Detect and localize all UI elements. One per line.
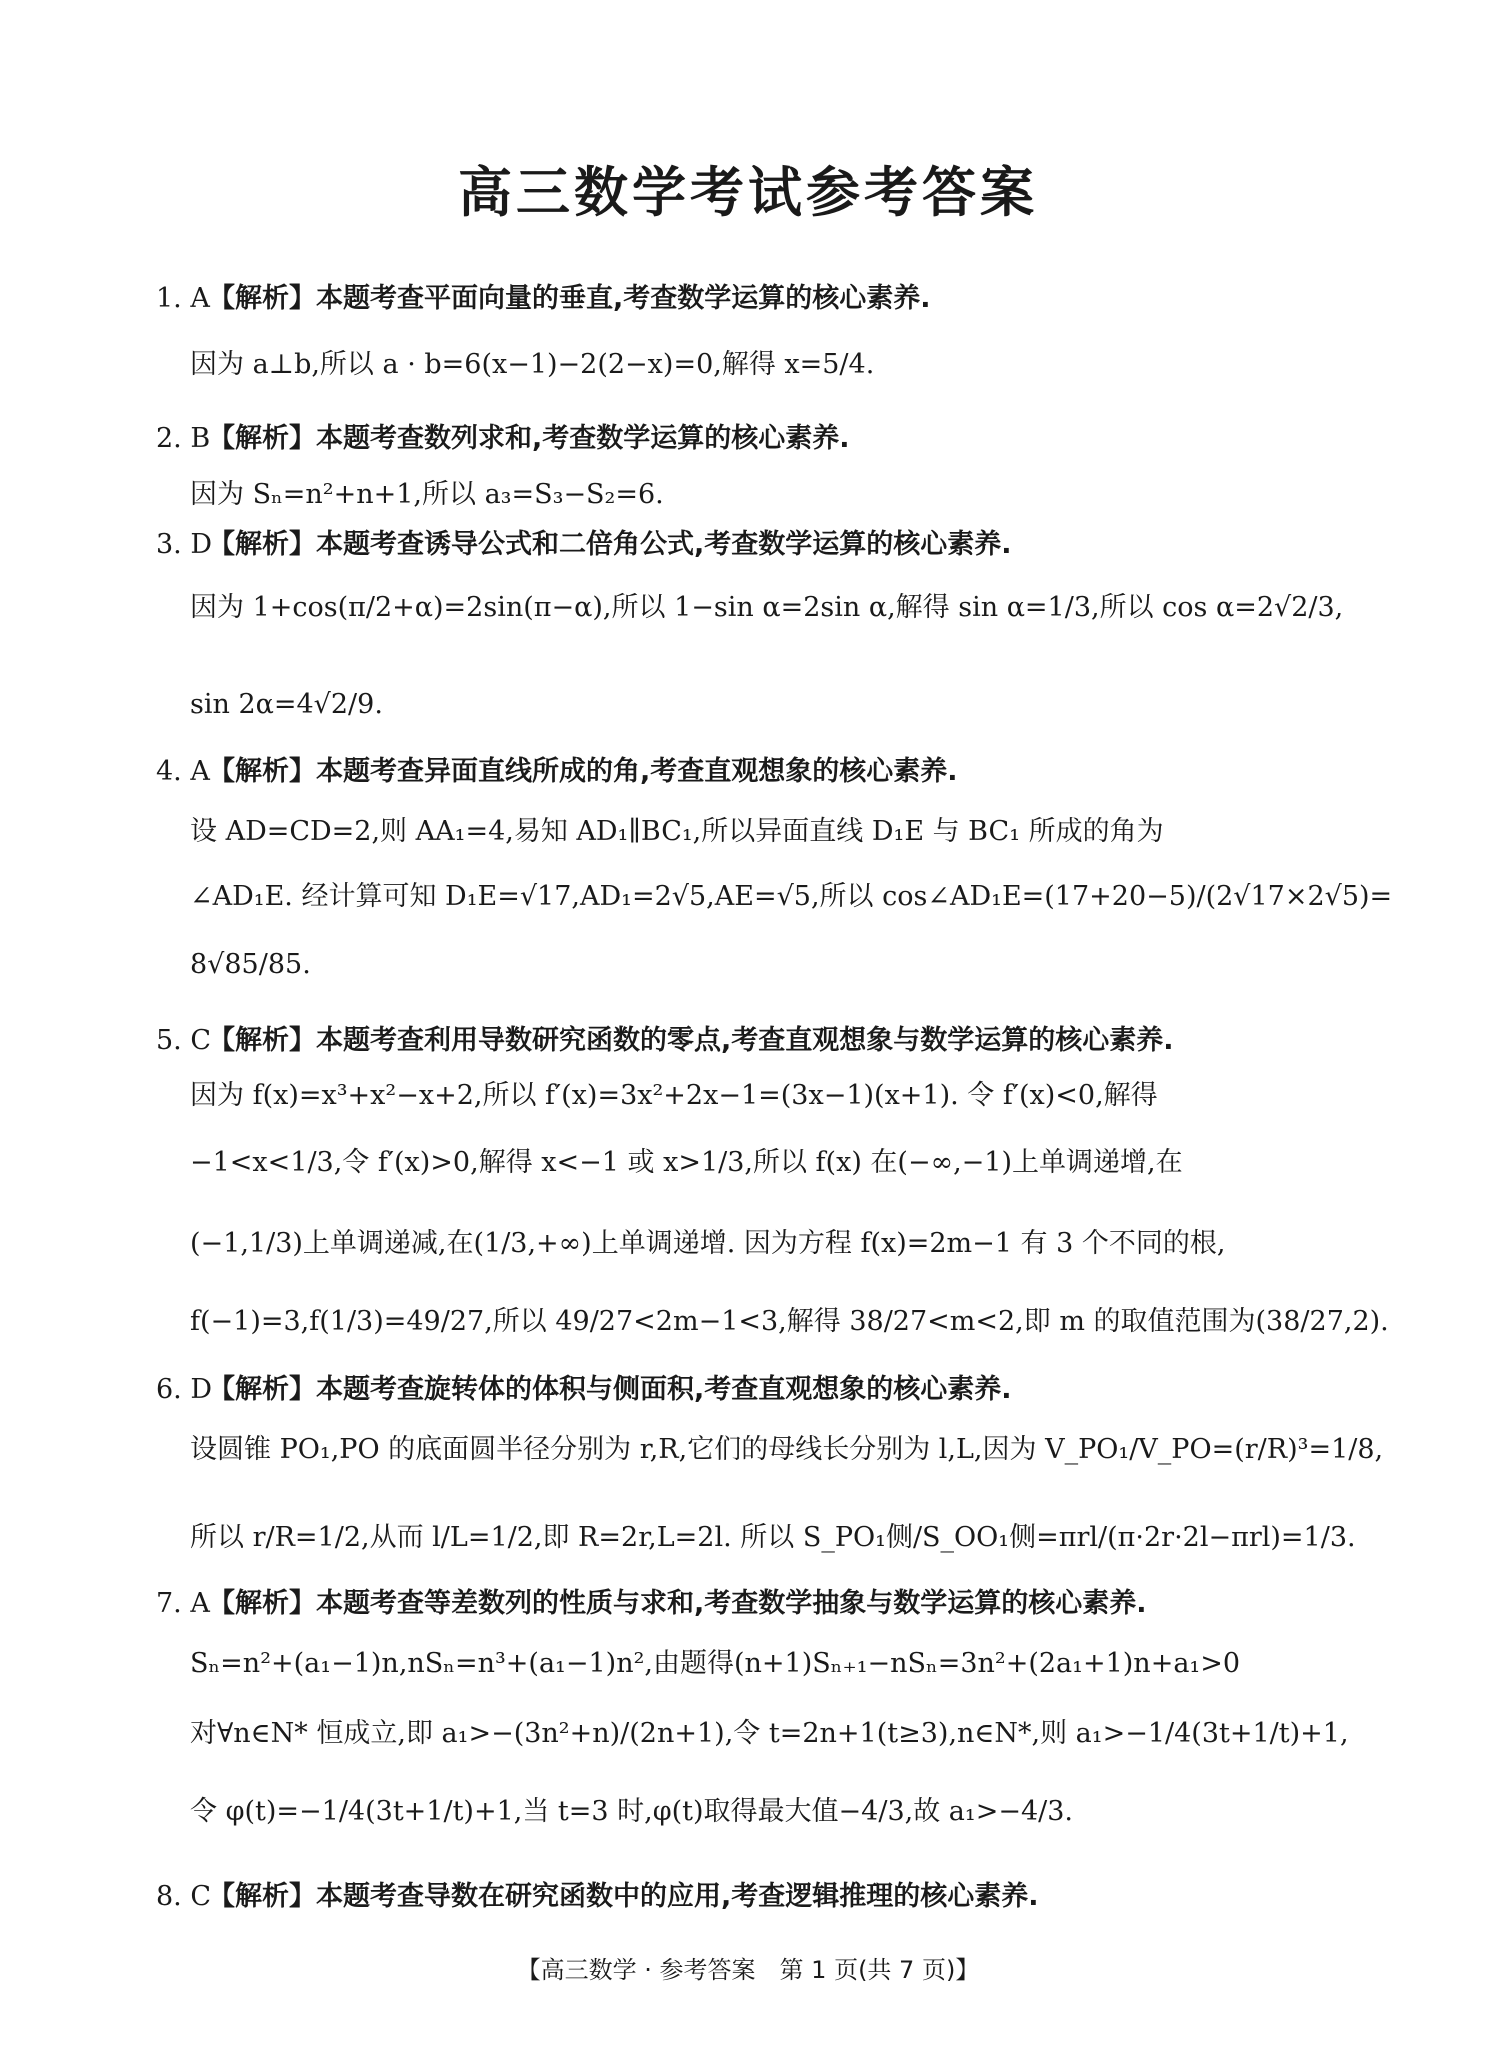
solution-line: 因为 f(x)=x³+x²−x+2,所以 f′(x)=3x²+2x−1=(3x−1)(x+1). 令 f′(x)<0,解得 [190, 1080, 1158, 1111]
analysis-label: 【解析】 [208, 756, 316, 787]
analysis-label: 【解析】 [208, 283, 316, 314]
question-topic: 本题考查利用导数研究函数的零点,考查直观想象与数学运算的核心素养. [316, 1025, 1174, 1056]
question-heading [156, 1584, 1147, 1624]
question-heading [156, 1370, 1012, 1410]
solution-line: 因为 Sₙ=n²+n+1,所以 a₃=S₃−S₂=6. [190, 479, 664, 510]
question-number: 4. A [156, 756, 210, 787]
solution-line: 设圆锥 PO₁,PO 的底面圆半径分别为 r,R,它们的母线长分别为 l,L,因为 V_PO₁/V_PO=(r/R)³=1/8, [190, 1434, 1384, 1465]
question-heading [156, 525, 1012, 565]
analysis-label: 【解析】 [208, 1025, 316, 1056]
solution-line: (−1,1/3)上单调递减,在(1/3,+∞)上单调递增. 因为方程 f(x)=2m−1 有 3 个不同的根, [190, 1228, 1226, 1259]
question-number: 5. C [156, 1025, 212, 1056]
solution-line: 所以 r/R=1/2,从而 l/L=1/2,即 R=2r,L=2l. 所以 S_PO₁侧/S_OO₁侧=πrl/(π·2r·2l−πrl)=1/3. [190, 1522, 1356, 1553]
page-footer: 【高三数学 · 参考答案 第 1 页(共 7 页)】 [516, 1956, 980, 1984]
analysis-label: 【解析】 [208, 529, 316, 560]
page-title: 高三数学考试参考答案 [458, 161, 1038, 224]
solution-line: 对∀n∈N* 恒成立,即 a₁>−(3n²+n)/(2n+1),令 t=2n+1(t≥3),n∈N*,则 a₁>−1/4(3t+1/t)+1, [190, 1718, 1349, 1749]
question-heading [156, 279, 931, 319]
question-number: 1. A [156, 283, 210, 314]
solution-line: −1<x<1/3,令 f′(x)>0,解得 x<−1 或 x>1/3,所以 f(x) 在(−∞,−1)上单调递增,在 [190, 1147, 1183, 1178]
solution-line: f(−1)=3,f(1/3)=49/27,所以 49/27<2m−1<3,解得 38/27<m<2,即 m 的取值范围为(38/27,2). [190, 1306, 1389, 1337]
analysis-label: 【解析】 [208, 1881, 316, 1912]
solution-line: 设 AD=CD=2,则 AA₁=4,易知 AD₁∥BC₁,所以异面直线 D₁E 与 BC₁ 所成的角为 [190, 816, 1164, 847]
question-topic: 本题考查数列求和,考查数学运算的核心素养. [316, 423, 850, 454]
solution-line: Sₙ=n²+(a₁−1)n,nSₙ=n³+(a₁−1)n²,由题得(n+1)Sₙ₊₁−nSₙ=3n²+(2a₁+1)n+a₁>0 [190, 1648, 1241, 1679]
question-number: 3. D [156, 529, 212, 560]
question-topic: 本题考查异面直线所成的角,考查直观想象的核心素养. [316, 756, 958, 787]
solution-line: 令 φ(t)=−1/4(3t+1/t)+1,当 t=3 时,φ(t)取得最大值−4/3,故 a₁>−4/3. [190, 1796, 1073, 1827]
question-topic: 本题考查旋转体的体积与侧面积,考查直观想象的核心素养. [316, 1374, 1012, 1405]
question-heading [156, 419, 850, 459]
question-number: 2. B [156, 423, 211, 454]
solution-line: 因为 a⊥b,所以 a · b=6(x−1)−2(2−x)=0,解得 x=5/4. [190, 349, 875, 380]
question-topic: 本题考查导数在研究函数中的应用,考查逻辑推理的核心素养. [316, 1881, 1039, 1912]
analysis-label: 【解析】 [208, 423, 316, 454]
question-heading [156, 752, 958, 792]
question-heading [156, 1021, 1174, 1061]
question-topic: 本题考查等差数列的性质与求和,考查数学抽象与数学运算的核心素养. [316, 1588, 1147, 1619]
question-topic: 本题考查平面向量的垂直,考查数学运算的核心素养. [316, 283, 931, 314]
question-topic: 本题考查诱导公式和二倍角公式,考查数学运算的核心素养. [316, 529, 1012, 560]
analysis-label: 【解析】 [208, 1588, 316, 1619]
solution-line: ∠AD₁E. 经计算可知 D₁E=√17,AD₁=2√5,AE=√5,所以 cos∠AD₁E=(17+20−5)/(2√17×2√5)= [190, 881, 1393, 912]
question-heading [156, 1877, 1039, 1917]
question-number: 6. D [156, 1374, 212, 1405]
solution-line: sin 2α=4√2/9. [190, 689, 383, 720]
solution-line: 因为 1+cos(π/2+α)=2sin(π−α),所以 1−sin α=2sin α,解得 sin α=1/3,所以 cos α=2√2/3, [190, 592, 1344, 623]
analysis-label: 【解析】 [208, 1374, 316, 1405]
question-number: 8. C [156, 1881, 212, 1912]
question-number: 7. A [156, 1588, 210, 1619]
solution-line: 8√85/85. [190, 949, 311, 980]
